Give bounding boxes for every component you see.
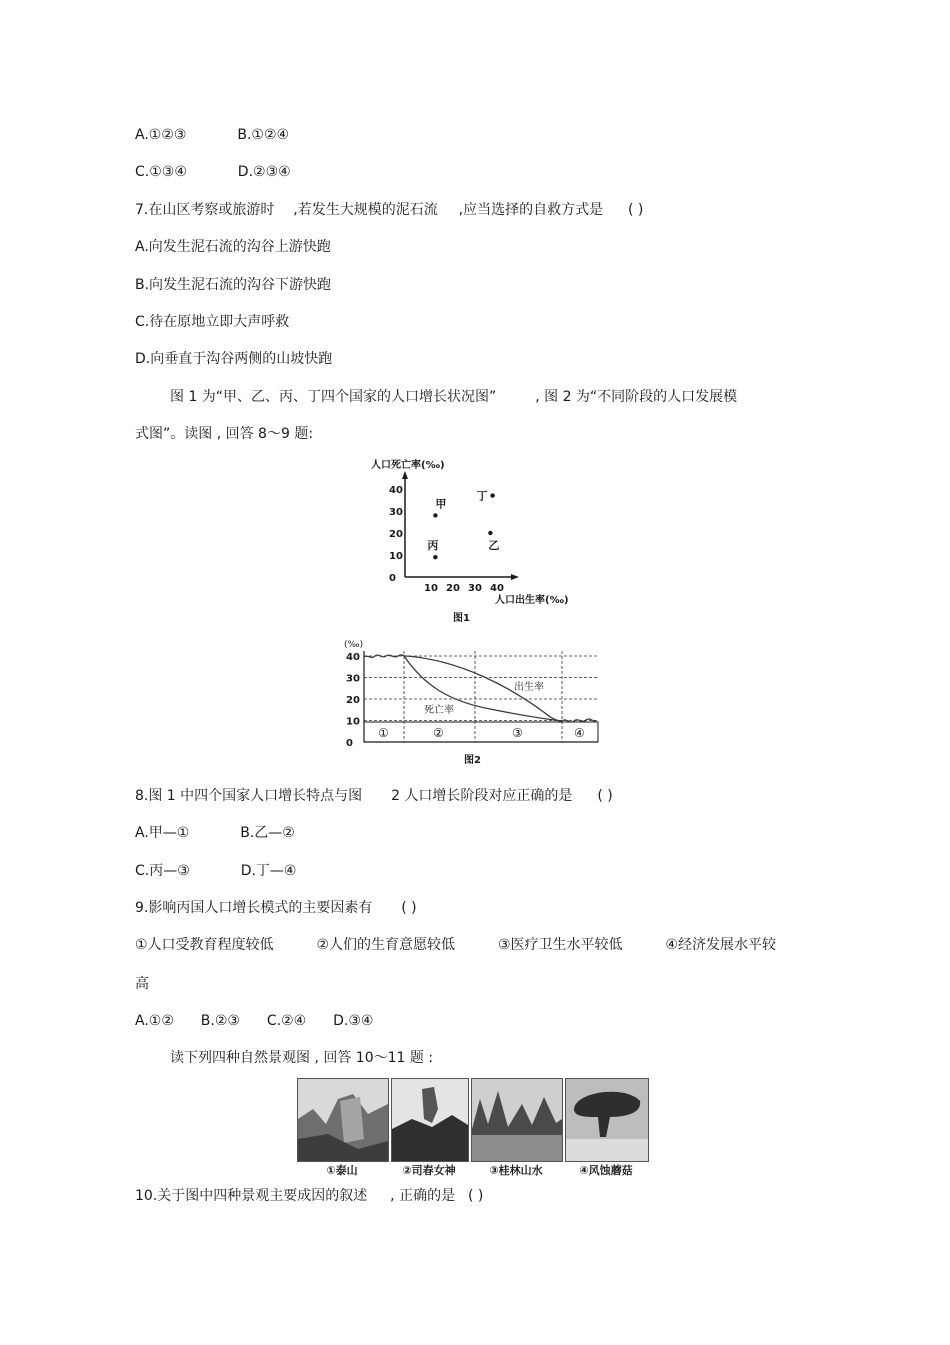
q9-options (135, 1011, 373, 1031)
figure-1-scatter (365, 455, 585, 625)
fig1-x-axis-label: 人口出生率(‰) (495, 595, 569, 606)
q9-option-b: B.②③ (200, 1013, 240, 1029)
q8-option-c: C.丙—③ (135, 863, 190, 879)
q8-options-row-1 (135, 823, 295, 843)
fig1-x-axis-arrow (511, 574, 519, 580)
fig2-death-rate-label: 死亡率 (424, 705, 454, 716)
q7-answer-paren: ( ) (627, 202, 644, 218)
photo-wind-mushroom-rock-image (566, 1079, 648, 1161)
q9-option-a: A.①② (135, 1013, 174, 1029)
photo-caption-3: ③桂林山水 (489, 1164, 543, 1177)
fig1-point (488, 531, 492, 535)
fig2-unit-label: (‰) (344, 640, 364, 650)
q7-option-b: B.向发生泥石流的沟谷下游快跑 (135, 277, 332, 293)
figure-2-population-model (340, 635, 605, 767)
intro-8-9-part-a: 图 1 为“甲、乙、丙、丁四个国家的人口增长状况图” (170, 389, 497, 405)
fig2-stage-label: ③ (512, 726, 523, 740)
fig1-x-tick-label: 10 (424, 583, 438, 594)
q8-stem (135, 786, 613, 806)
q9-statements (135, 935, 776, 955)
q10-stem (135, 1186, 483, 1206)
q7-stem-part-1: 7.在山区考察或旅游时 (135, 202, 275, 218)
q8-option-a: A.甲—① (135, 825, 190, 841)
q9-statement-3: ③医疗卫生水平较低 (497, 937, 623, 953)
q10-answer-paren: ( ) (467, 1188, 484, 1204)
q9-statement-4: ④经济发展水平较 (665, 937, 776, 953)
q9-statement-2: ②人们的生育意愿较低 (316, 937, 456, 953)
fig1-point (433, 555, 437, 559)
fig2-y-tick-label: 10 (346, 716, 360, 728)
photo-taishan-image (298, 1079, 388, 1161)
fig1-y-axis-arrow (402, 471, 408, 479)
fig2-stage-label: ④ (574, 726, 585, 740)
q8-stem-part-1: 8.图 1 中四个国家人口增长特点与图 (135, 788, 363, 804)
fig2-stage-label: ① (378, 726, 389, 740)
q9-stem (135, 898, 417, 918)
fig1-point-label: 乙 (488, 539, 500, 552)
q8-option-d: D.丁—④ (240, 863, 297, 879)
q6-option-b: B.①②④ (237, 127, 290, 143)
fig2-birth-rate-label: 出生率 (514, 682, 544, 693)
q9-answer-paren: ( ) (401, 900, 417, 916)
fig2-birth-rate-curve (364, 655, 596, 722)
photo-caption-4: ④风蚀蘑菇 (579, 1164, 633, 1177)
q9-statement-4-wrap: 高 (135, 976, 149, 992)
intro-8-9-line-1 (170, 387, 737, 407)
q8-stem-part-2: 2 人口增长阶段对应正确的是 (391, 788, 573, 804)
photo-guilin-landscape (471, 1078, 563, 1162)
fig2-y-tick-label: 0 (346, 738, 353, 749)
fig2-y-tick-label: 20 (346, 695, 360, 706)
landscape-photo-strip (297, 1078, 647, 1178)
q10-stem-part-1: 10.关于图中四种景观主要成因的叙述 (135, 1188, 368, 1204)
q6-option-d: D.②③④ (237, 164, 291, 180)
photo-guilin-landscape-image (472, 1079, 562, 1161)
photo-sichun-goddess (391, 1078, 469, 1162)
fig1-x-tick-label: 20 (446, 583, 460, 594)
q6-options-row-1 (135, 125, 289, 145)
fig2-stage-label: ② (433, 726, 444, 740)
q6-option-c: C.①③④ (135, 164, 187, 180)
q7-option-d: D.向垂直于沟谷两侧的山坡快跑 (135, 351, 333, 367)
fig2-caption: 图2 (464, 755, 481, 766)
intro-8-9-part-b: , 图 2 为“不同阶段的人口发展模 (535, 389, 738, 405)
photo-taishan (297, 1078, 389, 1162)
photo-wind-mushroom-rock (565, 1078, 649, 1162)
fig1-y-tick-label: 10 (389, 551, 403, 562)
q6-options-row-2 (135, 162, 291, 182)
fig1-point-label: 丁 (476, 489, 488, 503)
fig2-stage-band (364, 722, 598, 742)
fig1-y-tick-label: 0 (389, 573, 396, 584)
q9-option-c: C.②④ (266, 1013, 307, 1029)
intro-8-9-line-2: 式图”。读图 , 回答 8～9 题: (135, 426, 314, 442)
q8-answer-paren: ( ) (597, 788, 613, 804)
q9-option-d: D.③④ (333, 1013, 374, 1029)
fig1-y-tick-label: 20 (389, 529, 403, 540)
q7-option-a: A.向发生泥石流的沟谷上游快跑 (135, 239, 331, 255)
fig1-x-tick-label: 40 (490, 583, 504, 594)
fig1-y-tick-label: 30 (389, 507, 403, 518)
photo-caption-1: ①泰山 (326, 1164, 358, 1177)
photo-caption-2: ②司春女神 (402, 1164, 456, 1177)
fig1-point-label: 甲 (435, 497, 447, 511)
q9-statement-1: ①人口受教育程度较低 (135, 937, 274, 953)
q6-option-a: A.①②③ (135, 127, 187, 143)
q7-stem-part-3: ,应当选择的自救方式是 (458, 202, 604, 218)
q9-stem-text: 9.影响丙国人口增长模式的主要因素有 (135, 900, 373, 916)
q7-stem-part-2: ,若发生大规模的泥石流 (293, 202, 438, 218)
fig1-point-label: 丙 (427, 539, 439, 553)
q8-options-row-2 (135, 861, 296, 881)
photo-sichun-goddess-image (392, 1079, 468, 1161)
fig1-y-axis-label: 人口死亡率(‰) (371, 460, 445, 471)
fig1-point (490, 493, 494, 497)
intro-10-11: 读下列四种自然景观图 , 回答 10～11 题 : (170, 1050, 434, 1066)
fig2-y-tick-label: 30 (346, 673, 360, 685)
q7-option-c: C.待在原地立即大声呼救 (135, 314, 290, 330)
fig2-y-tick-label: 40 (346, 652, 360, 663)
fig1-point (433, 513, 437, 517)
q10-stem-part-2: , 正确的是 (390, 1188, 456, 1204)
fig1-x-tick-label: 30 (468, 583, 482, 594)
q7-stem (135, 200, 643, 220)
fig1-y-tick-label: 40 (389, 485, 403, 496)
fig1-caption: 图1 (453, 613, 470, 624)
q8-option-b: B.乙—② (240, 825, 295, 841)
